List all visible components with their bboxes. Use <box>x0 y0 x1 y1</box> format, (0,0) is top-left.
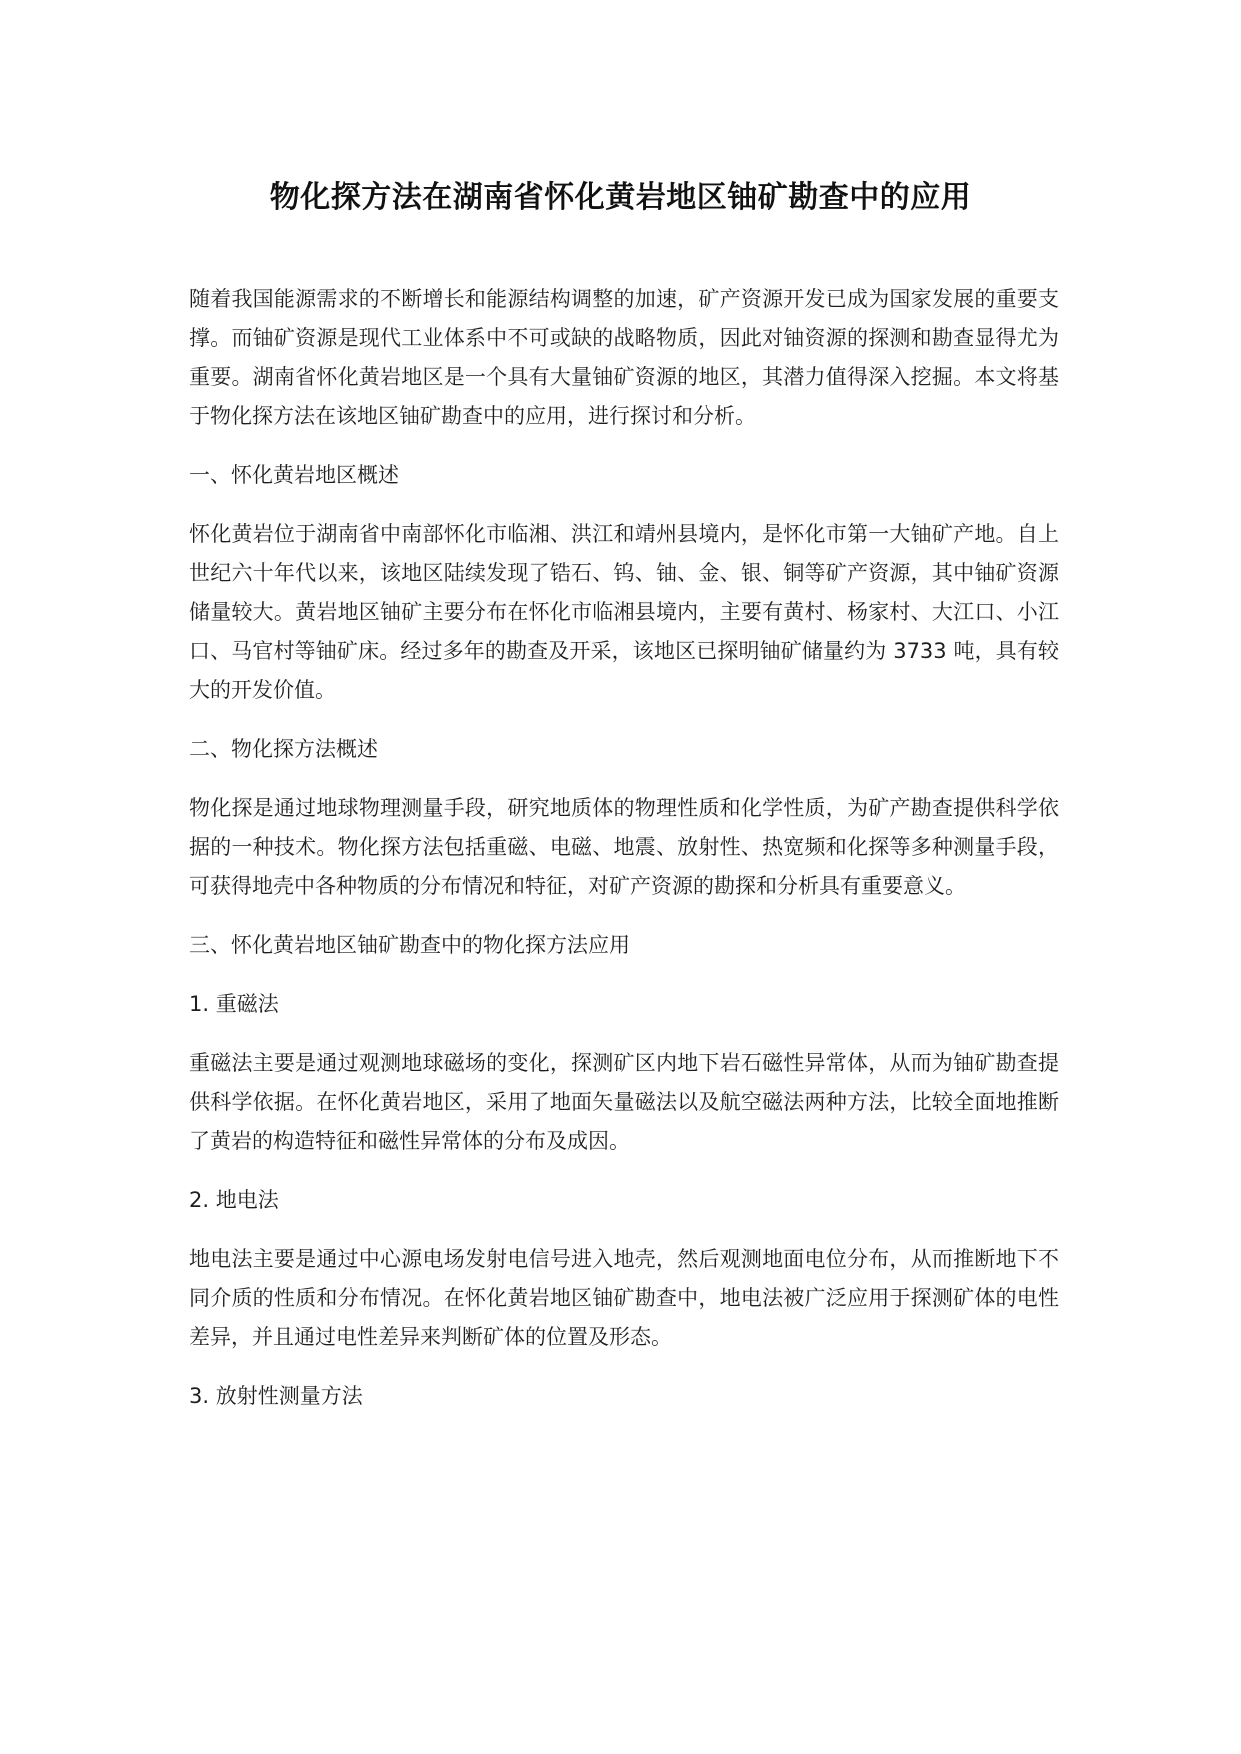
subheading-radioactivity: 3. 放射性测量方法 <box>189 1384 363 1408</box>
section-heading-application: 三、怀化黄岩地区铀矿勘查中的物化探方法应用 <box>189 933 630 957</box>
methods-paragraph: 物化探是通过地球物理测量手段，研究地质体的物理性质和化学性质，为矿产勘查提供科学依据的一种技术。物化探方法包括重磁、电磁、地震、放射性、热宽频和化探等多种测量手段，可获得地壳中各种物质的分布情况和特征，对矿产资源的勘探和分析具有重要意义。 <box>189 796 1059 898</box>
document-body <box>189 280 1059 1436</box>
overview-paragraph: 怀化黄岩位于湖南省中南部怀化市临湘、洪江和靖州县境内，是怀化市第一大铀矿产地。自上世纪六十年代以来，该地区陆续发现了锆石、钨、铀、金、银、铜等矿产资源，其中铀矿资源储量较大。黄岩地区铀矿主要分布在怀化市临湘县境内，主要有黄村、杨家村、大江口、小江口、马官村等铀矿床。经过多年的勘查及开采，该地区已探明铀矿储量约为 3733 吨，具有较大的开发价值。 <box>189 522 1059 702</box>
gravity-magnetic-paragraph: 重磁法主要是通过观测地球磁场的变化，探测矿区内地下岩石磁性异常体，从而为铀矿勘查提供科学依据。在怀化黄岩地区，采用了地面矢量磁法以及航空磁法两种方法，比较全面地推断了黄岩的构造特征和磁性异常体的分布及成因。 <box>189 1051 1059 1153</box>
document-title: 物化探方法在湖南省怀化黄岩地区铀矿勘查中的应用 <box>269 180 972 215</box>
section-heading-overview: 一、怀化黄岩地区概述 <box>189 463 399 487</box>
subheading-geoelectric: 2. 地电法 <box>189 1188 279 1212</box>
section-heading-methods: 二、物化探方法概述 <box>189 737 378 761</box>
subheading-gravity-magnetic: 1. 重磁法 <box>189 992 279 1016</box>
geoelectric-paragraph: 地电法主要是通过中心源电场发射电信号进入地壳，然后观测地面电位分布，从而推断地下不同介质的性质和分布情况。在怀化黄岩地区铀矿勘查中，地电法被广泛应用于探测矿体的电性差异，并且通过电性差异来判断矿体的位置及形态。 <box>189 1247 1059 1349</box>
intro-paragraph: 随着我国能源需求的不断增长和能源结构调整的加速，矿产资源开发已成为国家发展的重要支撑。而铀矿资源是现代工业体系中不可或缺的战略物质，因此对铀资源的探测和勘查显得尤为重要。湖南省怀化黄岩地区是一个具有大量铀矿资源的地区，其潜力值得深入挖掘。本文将基于物化探方法在该地区铀矿勘查中的应用，进行探讨和分析。 <box>189 287 1059 428</box>
